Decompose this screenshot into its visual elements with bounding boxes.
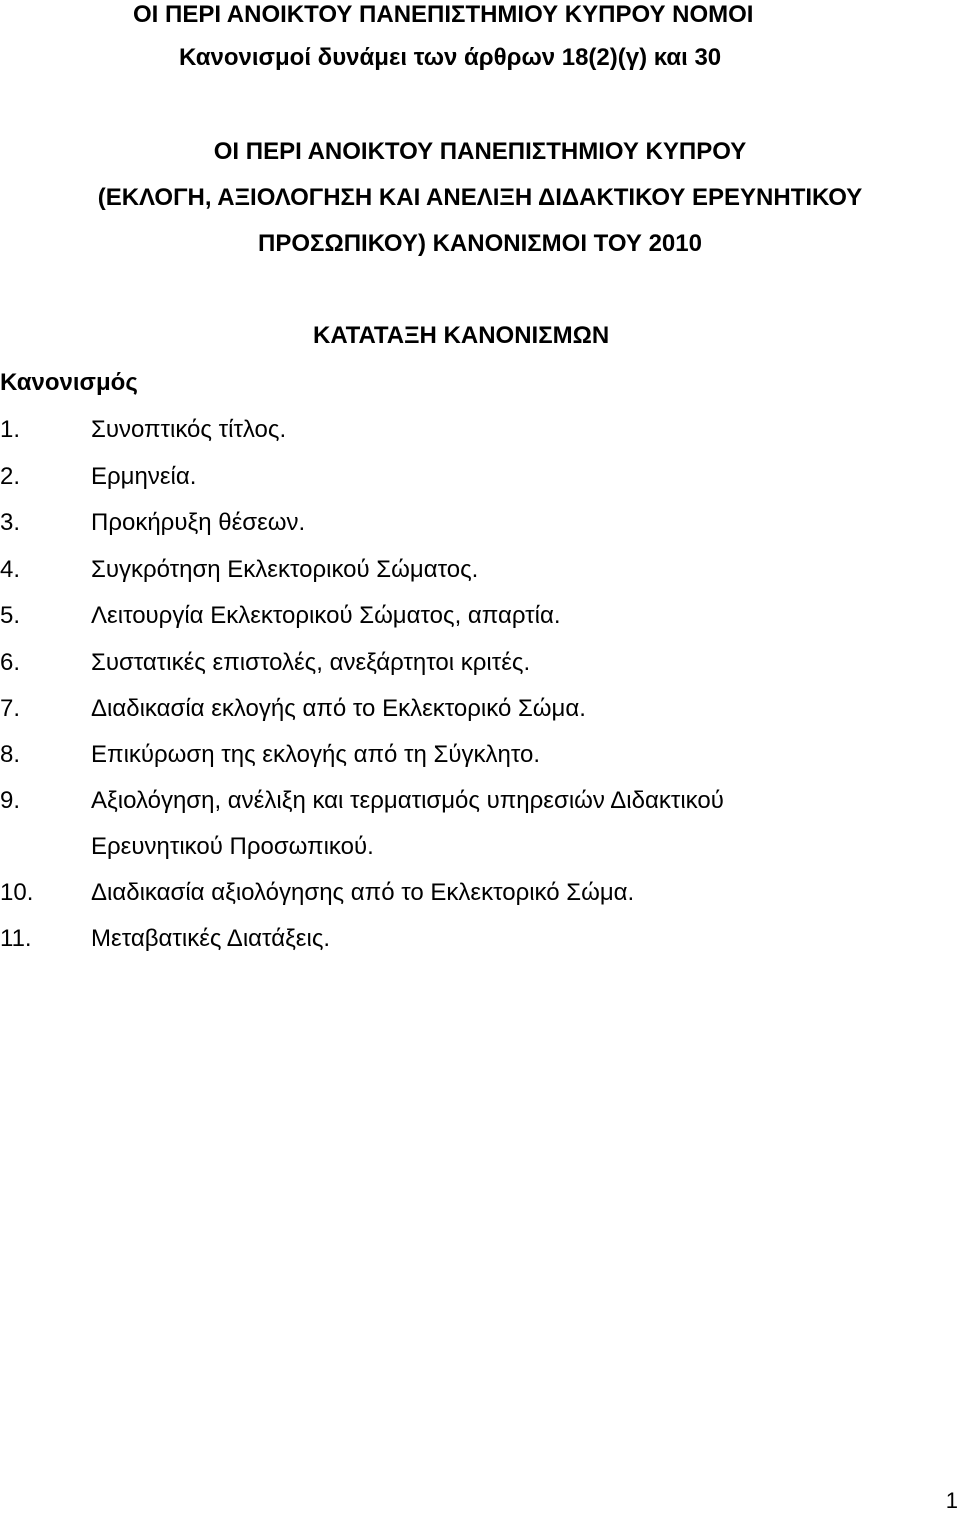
toc-item-number: 5. xyxy=(0,602,21,629)
toc-heading: ΚΑΤΑΤΑΞΗ ΚΑΝΟΝΙΣΜΩΝ xyxy=(313,322,610,349)
toc-item-text: Συγκρότηση Εκλεκτορικού Σώματος. xyxy=(91,556,479,583)
regulations-title-line-1: ΟΙ ΠΕΡΙ ΑΝΟΙΚΤΟΥ ΠΑΝΕΠΙΣΤΗΜΙΟΥ ΚΥΠΡΟΥ xyxy=(213,138,747,165)
toc-item-text: Μεταβατικές Διατάξεις. xyxy=(91,925,331,952)
toc-item-text: Ερμηνεία. xyxy=(91,463,197,490)
toc-item-text: Επικύρωση της εκλογής από τη Σύγκλητο. xyxy=(91,741,540,768)
law-subtitle: Κανονισμοί δυνάμει των άρθρων 18(2)(γ) και 30 xyxy=(179,44,722,71)
page-number: 1 xyxy=(945,1488,958,1513)
toc-column-label: Κανονισμός xyxy=(0,369,138,396)
toc-item-number: 2. xyxy=(0,463,21,490)
toc-item-number: 7. xyxy=(0,695,21,722)
regulations-title-line-3: ΠΡΟΣΩΠΙΚΟΥ) ΚΑΝΟΝΙΣΜΟΙ ΤΟΥ 2010 xyxy=(258,230,702,257)
toc-item-text: Λειτουργία Εκλεκτορικού Σώματος, απαρτία. xyxy=(91,602,561,629)
toc-item-text: Διαδικασία αξιολόγησης από το Εκλεκτορικό Σώμα. xyxy=(91,879,635,906)
toc-item-text: Συστατικές επιστολές, ανεξάρτητοι κριτές. xyxy=(91,649,531,676)
toc-item-number: 4. xyxy=(0,556,21,583)
toc-item-text: Διαδικασία εκλογής από το Εκλεκτορικό Σώμα. xyxy=(91,695,586,722)
toc-item-text: Ερευνητικού Προσωπικού. xyxy=(91,833,374,860)
toc-item-number: 8. xyxy=(0,741,21,768)
toc-item-number: 11. xyxy=(0,925,32,952)
law-title: ΟΙ ΠΕΡΙ ΑΝΟΙΚΤΟΥ ΠΑΝΕΠΙΣΤΗΜΙΟΥ ΚΥΠΡΟΥ ΝΟΜΟΙ xyxy=(133,1,754,28)
toc-item-number: 9. xyxy=(0,787,21,814)
toc-item-text: Αξιολόγηση, ανέλιξη και τερματισμός υπηρεσιών Διδακτικού xyxy=(91,787,724,814)
toc-item-number: 1. xyxy=(0,416,21,443)
toc-item-number: 10. xyxy=(0,879,34,906)
toc-item-text: Προκήρυξη θέσεων. xyxy=(91,509,306,536)
regulations-title-line-2: (ΕΚΛΟΓΗ, ΑΞΙΟΛΟΓΗΣΗ ΚΑΙ ΑΝΕΛΙΞΗ ΔΙΔΑΚΤΙΚΟΥ ΕΡΕΥΝΗΤΙΚΟΥ xyxy=(97,184,863,211)
toc-item-number: 3. xyxy=(0,509,21,536)
toc-item-number: 6. xyxy=(0,649,21,676)
toc-item-text: Συνοπτικός τίτλος. xyxy=(91,416,287,443)
